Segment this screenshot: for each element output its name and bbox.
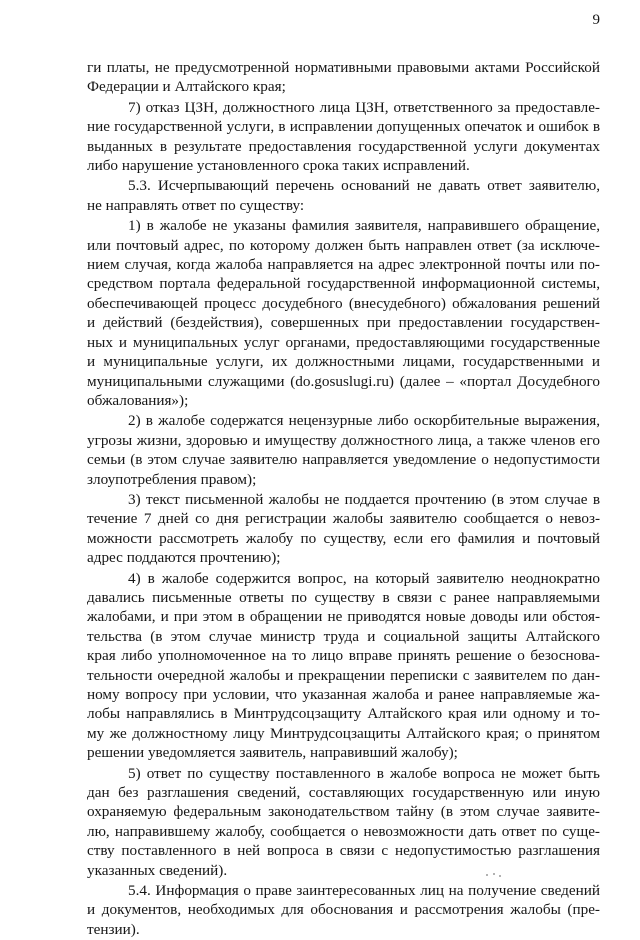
page-number: 9 [592,12,600,28]
text-line: Федерации и Алтайского края; [87,78,286,96]
text-line: 7) отказ ЦЗН, должностного лица ЦЗН, ответственного за предоставле- [128,98,600,116]
paragraph-section-5-4 [87,881,600,939]
text-line: тельства (в этом случае министр труда и социальной защиты Алтайского [87,627,600,645]
paragraph-section-5-3 [87,176,600,215]
text-line: 3) текст письменной жалобы не поддается прочтению (в этом случае в [128,490,600,508]
paragraph-item-3 [87,490,600,568]
paragraph-item-5 [87,764,600,880]
text-line: жалобами, и при этом в обращении не приводятся новые доводы или обстоя- [87,608,600,626]
text-line: обжалования»); [87,391,189,409]
paragraph-item-7 [87,98,600,176]
text-line: 2) в жалобе содержатся нецензурные либо оскорбительные выражения, [128,412,600,430]
text-line: либо нарушение установленного срока таких исправлений. [87,157,470,175]
text-line: нием случая, когда жалоба направляется на адрес электронной почты или по- [87,256,600,274]
paragraph-cont-1 [87,58,600,97]
text-line: давались письменные ответы по существу в связи с ранее направляемыми [87,588,600,606]
text-line: ных и муниципальных услуг органами, предоставляющими государственные [87,333,600,351]
text-line: злоупотребления правом); [87,470,257,488]
text-line: 5) ответ по существу поставленного в жалобе вопроса не может быть [128,764,600,782]
text-line: 1) в жалобе не указаны фамилия заявителя, направившего обращение, [128,217,600,235]
text-line: ние государственной услуги, в исправлении допущенных опечаток и ошибок в [87,118,600,136]
text-line: и действий (бездействия), совершенных при предоставлении государствен- [87,314,600,332]
document-body [87,58,600,940]
text-line: дан без разглашения сведений, составляющих государственную или иную [87,784,600,802]
text-line: 4) в жалобе содержится вопрос, на который заявителю неоднократно [128,569,600,587]
text-line: решении уведомляется заявитель, направивший жалобу); [87,744,458,762]
text-line: средством портала федеральной государственной информационной системы, [87,275,600,293]
text-line: семьи (в этом случае заявителю направляется уведомление о недопустимости [87,451,600,469]
text-line: выданных в результате предоставления государственной услуги документах [87,137,600,155]
text-line: и муниципальные услуги, их должностными лицами, государственными и [87,353,600,371]
text-line: указанных сведений). [87,861,228,879]
text-line: или почтовый адрес, по которому должен быть направлен ответ (за исключе- [87,236,600,254]
scan-artifact [486,873,506,877]
text-line: лю, направившему жалобу, сообщается о невозможности дать ответ по суще- [87,822,600,840]
text-line: ги платы, не предусмотренной нормативными правовыми актами Российской [87,59,600,76]
text-line: ству поставленного в ней вопроса в связи с недопустимостью разглашения [87,842,600,860]
text-line: 5.3. Исчерпывающий перечень оснований не давать ответ заявителю, [128,177,600,195]
text-line: 5.4. Информация о праве заинтересованных лиц на получение сведений [128,882,600,900]
text-line: обеспечивающей процесс досудебного (внесудебного) обжалования решений [87,294,600,312]
text-line: и документов, необходимых для обоснования и рассмотрения жалобы (пре- [87,901,600,919]
text-line: течение 7 дней со дня регистрации жалобы заявителю сообщается о невоз- [87,510,600,528]
text-line: лобы направлялись в Минтрудсоцзащиту Алтайского края или одному и то- [87,705,600,723]
paragraph-item-1 [87,216,600,410]
text-line: адрес поддаются прочтению); [87,549,281,567]
text-line: ному вопросу при условии, что указанная жалоба и ранее направляемые жа- [87,686,600,703]
text-line: му же должностному лицу Минтрудсоцзащиты Алтайского края; о принятом [87,724,600,742]
text-line: муниципальными служащими (do.gosuslugi.ru) (далее – «портал Досудебного [87,372,600,390]
text-line: охраняемую федеральным законодательством тайну (в этом случае заявите- [87,803,600,821]
text-line: не направлять ответ по существу: [87,196,305,214]
text-line: тельности очередной жалобы и прекращении переписки с заявителем по дан- [87,666,600,684]
text-line: тензии). [87,920,140,938]
paragraph-item-2 [87,411,600,489]
paragraph-item-4 [87,569,600,763]
text-line: угрозы жизни, здоровью и имуществу должностного лица, а также членов его [87,431,600,449]
text-line: можности рассмотреть жалобу по существу, если его фамилия и почтовый [87,529,600,547]
text-line: края либо уполномоченное на то лицо вправе принять решение о безоснова- [87,647,600,665]
